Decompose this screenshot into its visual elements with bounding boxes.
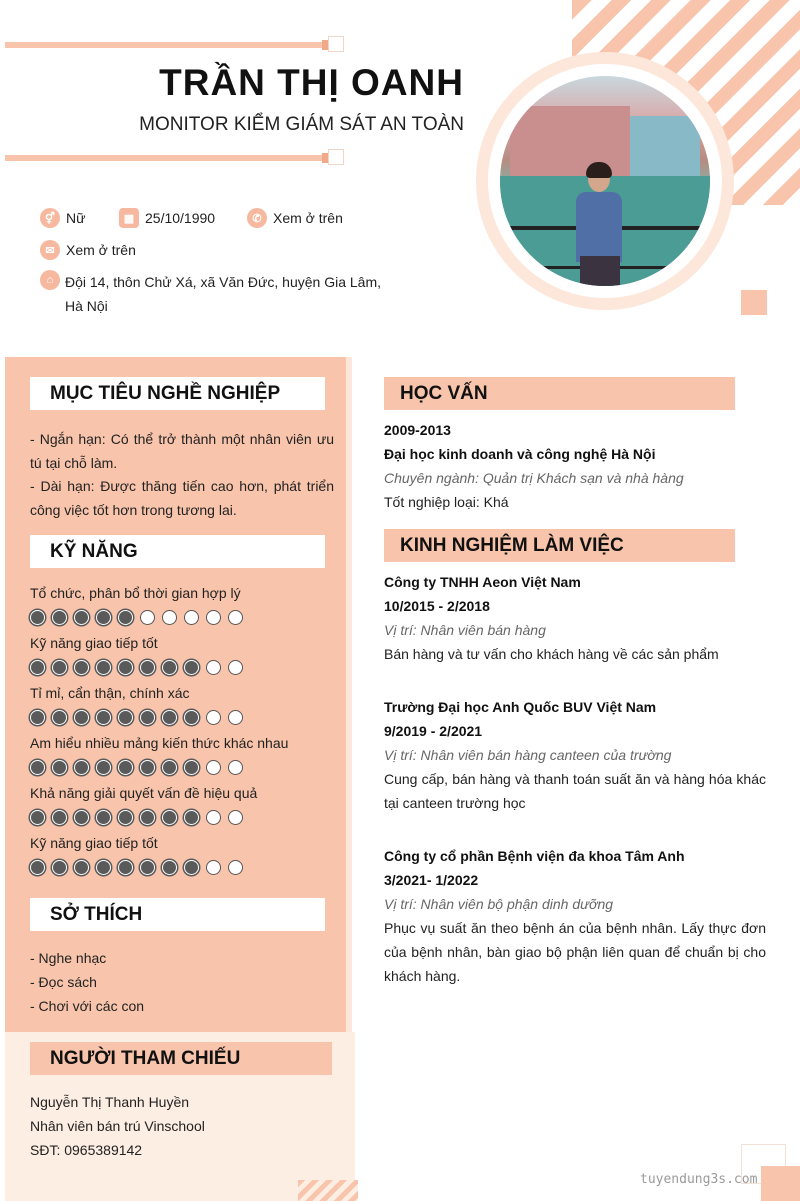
reference-phone: SĐT: 0965389142 bbox=[30, 1142, 143, 1158]
education-major: Chuyên ngành: Quản trị Khách sạn và nhà hàng bbox=[384, 470, 684, 486]
hobbies-title: SỞ THÍCH bbox=[30, 898, 325, 931]
experience-item bbox=[384, 570, 766, 666]
rating-dot-empty bbox=[206, 760, 221, 775]
rating-dot-filled bbox=[52, 610, 67, 625]
rating-dot-filled bbox=[96, 760, 111, 775]
rating-dot-filled bbox=[74, 810, 89, 825]
rating-dot-filled bbox=[162, 660, 177, 675]
rating-dot-filled bbox=[96, 860, 111, 875]
skill-label: Tỉ mỉ, cẩn thận, chính xác bbox=[30, 685, 190, 701]
education-school: Đại học kinh doanh và công nghệ Hà Nội bbox=[384, 446, 656, 462]
experience-title: KINH NGHIỆM LÀM VIỆC bbox=[384, 529, 735, 562]
rating-dot-filled bbox=[30, 610, 45, 625]
rating-dot-filled bbox=[118, 610, 133, 625]
skill-rating bbox=[30, 760, 243, 775]
rating-dot-filled bbox=[140, 810, 155, 825]
experience-description: Phục vụ suất ăn theo bệnh án của bệnh nhân. Lấy thực đơn của bệnh nhân, bàn giao bộ phận liên quan để chuẩn bị cho khách hàng. bbox=[384, 920, 766, 984]
rating-dot-filled bbox=[162, 710, 177, 725]
rating-dot-empty bbox=[206, 810, 221, 825]
skill-label: Khả năng giải quyết vấn đề hiệu quả bbox=[30, 785, 258, 801]
rating-dot-filled bbox=[140, 660, 155, 675]
header-bottom-bar bbox=[5, 155, 327, 161]
skill-rating bbox=[30, 660, 243, 675]
experience-company: Trường Đại học Anh Quốc BUV Việt Nam bbox=[384, 699, 657, 715]
home-icon: ⌂ bbox=[40, 270, 60, 290]
rating-dot-filled bbox=[96, 710, 111, 725]
reference-title: NGƯỜI THAM CHIẾU bbox=[30, 1042, 332, 1075]
rating-dot-filled bbox=[74, 760, 89, 775]
rating-dot-empty bbox=[140, 610, 155, 625]
info-address-icon-row bbox=[40, 270, 66, 290]
rating-dot-filled bbox=[74, 660, 89, 675]
info-birthday bbox=[119, 208, 215, 228]
experience-position: Vị trí: Nhân viên bộ phận dinh dưỡng bbox=[384, 896, 614, 912]
rating-dot-empty bbox=[228, 810, 243, 825]
rating-dot-filled bbox=[74, 860, 89, 875]
rating-dot-filled bbox=[30, 860, 45, 875]
rating-dot-filled bbox=[184, 810, 199, 825]
rating-dot-filled bbox=[74, 610, 89, 625]
rating-dot-filled bbox=[52, 760, 67, 775]
phone-icon: ✆ bbox=[247, 208, 267, 228]
experience-description: Bán hàng và tư vấn cho khách hàng về các sản phẩm bbox=[384, 646, 719, 662]
rating-dot-empty bbox=[206, 610, 221, 625]
phone-text: Xem ở trên bbox=[273, 210, 343, 226]
rating-dot-filled bbox=[74, 710, 89, 725]
rating-dot-filled bbox=[52, 710, 67, 725]
experience-period: 9/2019 - 2/2021 bbox=[384, 723, 483, 739]
footer-decoration-square bbox=[761, 1166, 800, 1201]
rating-dot-filled bbox=[52, 810, 67, 825]
hobby-item: - Chơi với các con bbox=[30, 998, 145, 1014]
hobby-item: - Đọc sách bbox=[30, 974, 97, 990]
rating-dot-filled bbox=[162, 860, 177, 875]
experience-company: Công ty cổ phần Bệnh viện đa khoa Tâm Anh bbox=[384, 848, 685, 864]
reference-position: Nhân viên bán trú Vinschool bbox=[30, 1118, 205, 1134]
info-email bbox=[40, 240, 136, 260]
rating-dot-filled bbox=[118, 760, 133, 775]
email-text: Xem ở trên bbox=[66, 242, 136, 258]
rating-dot-filled bbox=[118, 660, 133, 675]
address-text: Đội 14, thôn Chử Xá, xã Văn Đức, huyện Gia Lâm, Hà Nội bbox=[65, 274, 382, 314]
experience-company: Công ty TNHH Aeon Việt Nam bbox=[384, 574, 581, 590]
experience-period: 10/2015 - 2/2018 bbox=[384, 598, 490, 614]
experience-period: 3/2021- 1/2022 bbox=[384, 872, 479, 888]
info-phone bbox=[247, 208, 343, 228]
rating-dot-filled bbox=[184, 760, 199, 775]
rating-dot-filled bbox=[140, 760, 155, 775]
rating-dot-empty bbox=[184, 610, 199, 625]
rating-dot-filled bbox=[52, 860, 67, 875]
rating-dot-filled bbox=[184, 660, 199, 675]
header-bottom-bar-cap bbox=[328, 149, 344, 165]
rating-dot-empty bbox=[162, 610, 177, 625]
objective-short-term: - Ngắn hạn: Có thể trở thành một nhân viên ưu tú tại chỗ làm. bbox=[30, 431, 334, 471]
rating-dot-filled bbox=[184, 860, 199, 875]
rating-dot-filled bbox=[96, 810, 111, 825]
watermark: tuyendung3s.com bbox=[640, 1172, 758, 1187]
rating-dot-filled bbox=[30, 710, 45, 725]
header-top-bar bbox=[5, 42, 327, 48]
rating-dot-filled bbox=[96, 610, 111, 625]
rating-dot-filled bbox=[30, 660, 45, 675]
rating-dot-filled bbox=[184, 710, 199, 725]
education-grade: Tốt nghiệp loại: Khá bbox=[384, 494, 509, 510]
rating-dot-empty bbox=[228, 610, 243, 625]
experience-item bbox=[384, 695, 766, 815]
hobby-item: - Nghe nhạc bbox=[30, 950, 107, 966]
rating-dot-empty bbox=[206, 860, 221, 875]
calendar-icon: ▦ bbox=[119, 208, 139, 228]
rating-dot-filled bbox=[30, 810, 45, 825]
experience-position: Vị trí: Nhân viên bán hàng canteen của trường bbox=[384, 747, 672, 763]
objective-long-term: - Dài hạn: Được thăng tiến cao hơn, phát triển công việc tốt hơn trong tương lai. bbox=[30, 478, 334, 518]
rating-dot-empty bbox=[206, 710, 221, 725]
decorative-square bbox=[741, 290, 767, 315]
rating-dot-empty bbox=[228, 860, 243, 875]
experience-item bbox=[384, 844, 766, 988]
skill-label: Am hiểu nhiều mảng kiến thức khác nhau bbox=[30, 735, 289, 751]
left-column-edge bbox=[346, 357, 352, 1032]
rating-dot-filled bbox=[52, 660, 67, 675]
experience-position: Vị trí: Nhân viên bán hàng bbox=[384, 622, 546, 638]
rating-dot-empty bbox=[206, 660, 221, 675]
reference-name: Nguyễn Thị Thanh Huyền bbox=[30, 1094, 190, 1110]
candidate-job-title: MONITOR KIỂM GIÁM SÁT AN TOÀN bbox=[139, 114, 464, 135]
skill-rating bbox=[30, 860, 243, 875]
rating-dot-filled bbox=[140, 860, 155, 875]
rating-dot-filled bbox=[30, 760, 45, 775]
rating-dot-filled bbox=[96, 660, 111, 675]
rating-dot-filled bbox=[118, 860, 133, 875]
skills-title: KỸ NĂNG bbox=[30, 535, 325, 568]
skill-label: Kỹ năng giao tiếp tốt bbox=[30, 835, 158, 851]
avatar bbox=[500, 76, 710, 286]
rating-dot-empty bbox=[228, 660, 243, 675]
rating-dot-filled bbox=[118, 710, 133, 725]
skill-label: Kỹ năng giao tiếp tốt bbox=[30, 635, 158, 651]
reference-stripe-decoration bbox=[298, 1180, 358, 1201]
skill-rating bbox=[30, 810, 243, 825]
candidate-name: TRẦN THỊ OANH bbox=[159, 62, 464, 103]
birthday-text: 25/10/1990 bbox=[145, 210, 216, 226]
education-block bbox=[384, 418, 766, 514]
gender-icon: ⚥ bbox=[40, 208, 60, 228]
rating-dot-filled bbox=[162, 760, 177, 775]
rating-dot-filled bbox=[162, 810, 177, 825]
rating-dot-filled bbox=[118, 810, 133, 825]
education-title: HỌC VẤN bbox=[384, 377, 735, 410]
rating-dot-filled bbox=[140, 710, 155, 725]
rating-dot-empty bbox=[228, 760, 243, 775]
skill-label: Tổ chức, phân bổ thời gian hợp lý bbox=[30, 585, 241, 601]
skill-rating bbox=[30, 710, 243, 725]
header-top-bar-cap bbox=[328, 36, 344, 52]
skill-rating bbox=[30, 610, 243, 625]
education-period: 2009-2013 bbox=[384, 422, 451, 438]
email-icon: ✉ bbox=[40, 240, 60, 260]
rating-dot-empty bbox=[228, 710, 243, 725]
objective-title: MỤC TIÊU NGHỀ NGHIỆP bbox=[30, 377, 325, 410]
gender-text: Nữ bbox=[66, 210, 86, 226]
info-gender bbox=[40, 208, 85, 228]
experience-description: Cung cấp, bán hàng và thanh toán suất ăn và hàng hóa khác tại canteen trường học bbox=[384, 771, 766, 811]
